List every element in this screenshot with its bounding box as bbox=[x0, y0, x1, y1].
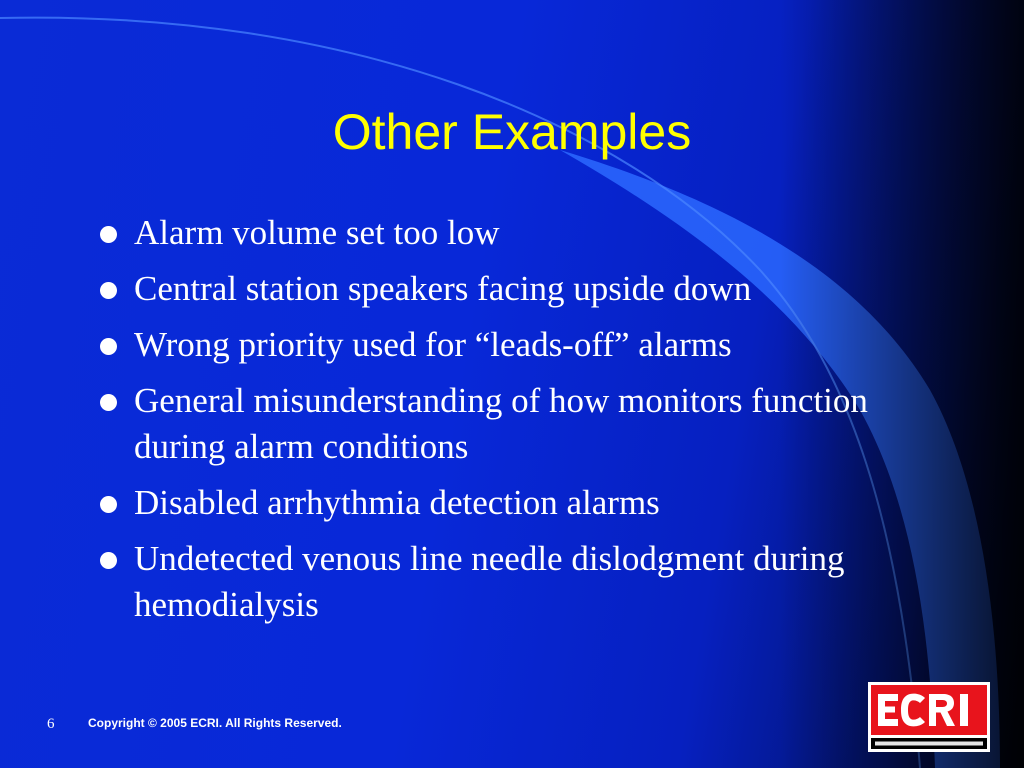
logo-subtitle-lettering bbox=[875, 742, 983, 746]
bullet-dot-icon bbox=[100, 282, 117, 299]
bullet-item bbox=[98, 480, 958, 526]
ecri-logo bbox=[868, 682, 990, 752]
bullet-item bbox=[98, 266, 958, 312]
slide-title: Other Examples bbox=[332, 104, 692, 160]
bullet-dot-icon bbox=[100, 394, 117, 411]
bullet-dot-icon bbox=[100, 226, 117, 243]
bullet-item bbox=[98, 322, 958, 368]
bullet-item bbox=[98, 536, 958, 628]
bullet-text: Wrong priority used for “leads-off” alarms bbox=[134, 325, 732, 364]
bullet-item bbox=[98, 378, 958, 470]
bullet-dot-icon bbox=[100, 338, 117, 355]
bullet-text: General misunderstanding of how monitors function during alarm conditions bbox=[134, 381, 868, 466]
bullet-item bbox=[98, 210, 958, 256]
page-number: 6 bbox=[47, 716, 55, 732]
bullet-dot-icon bbox=[100, 552, 117, 569]
logo-wordmark-e bbox=[878, 694, 898, 726]
bullet-text: Undetected venous line needle dislodgment during hemodialysis bbox=[134, 539, 845, 624]
copyright-notice: Copyright © 2005 ECRI. All Rights Reserved. bbox=[88, 716, 342, 730]
bullet-text: Alarm volume set too low bbox=[134, 213, 500, 252]
bullet-text: Central station speakers facing upside down bbox=[134, 269, 752, 308]
bullet-list bbox=[98, 210, 958, 638]
bullet-text: Disabled arrhythmia detection alarms bbox=[134, 483, 660, 522]
logo-wordmark-i bbox=[960, 694, 968, 726]
bullet-dot-icon bbox=[100, 496, 117, 513]
